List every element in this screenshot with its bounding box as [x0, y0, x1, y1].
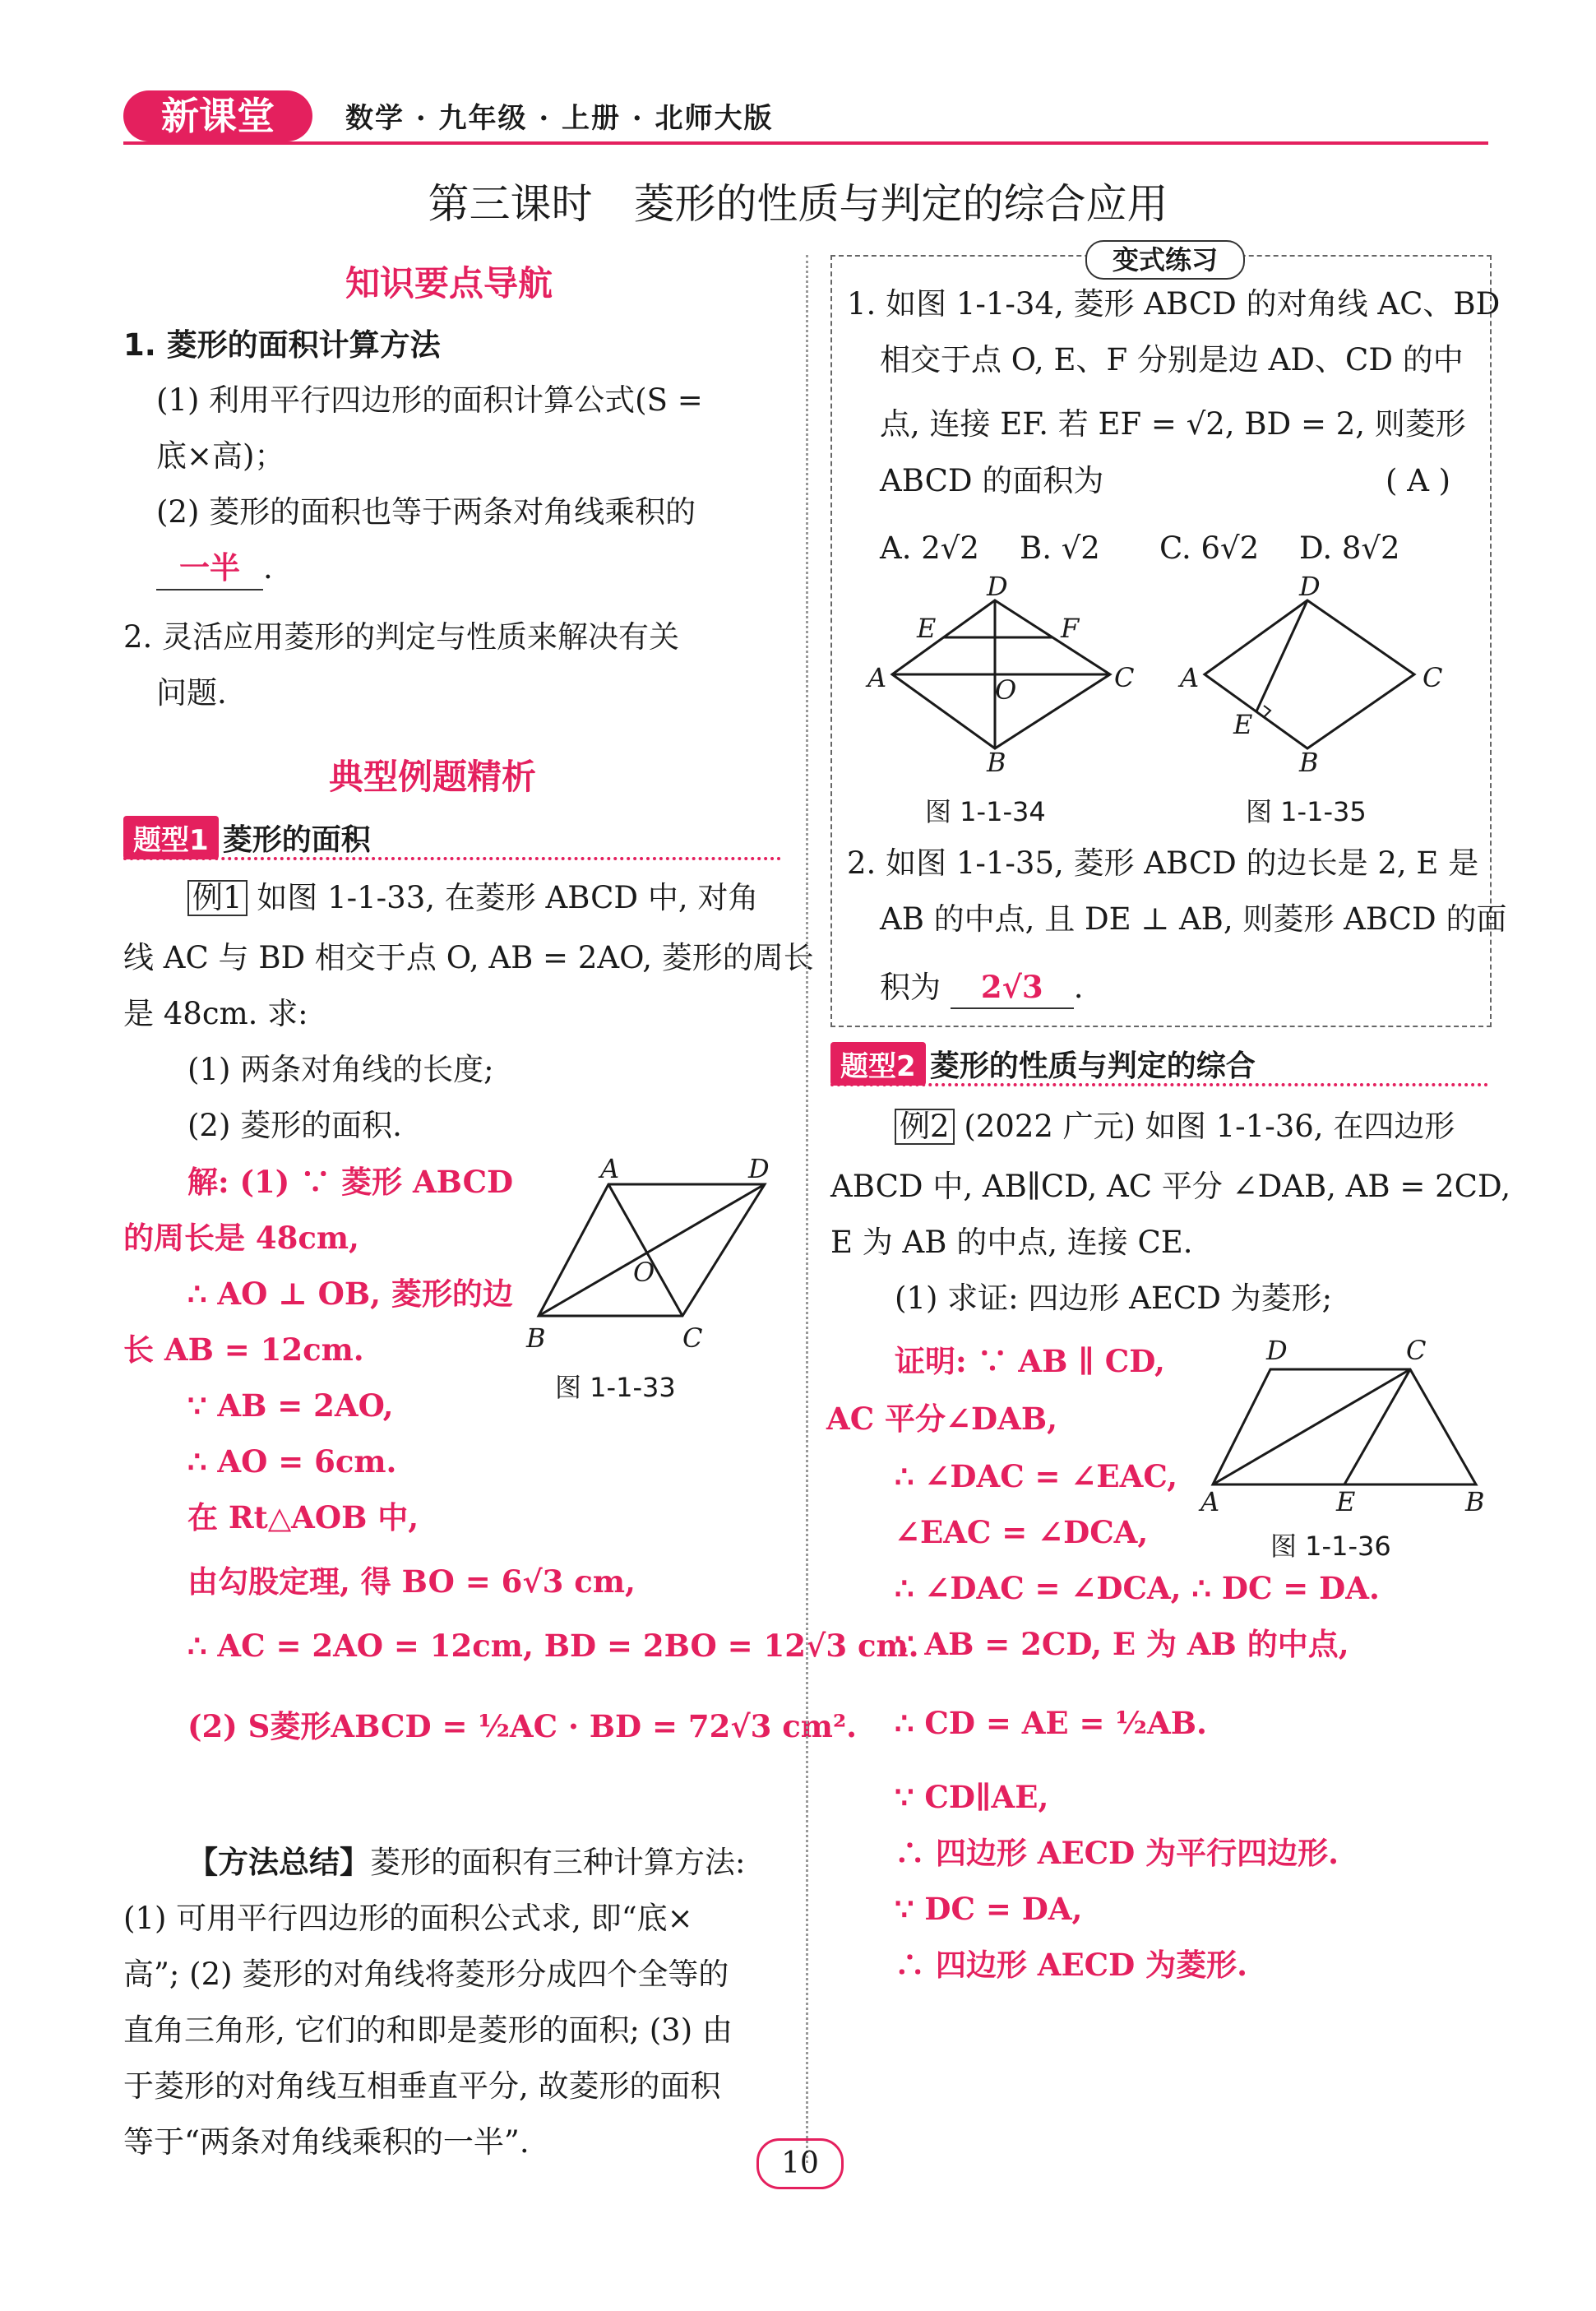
- summary-3: 高”; (2) 菱形的对角线将菱形分成四个全等的: [123, 1957, 729, 1992]
- answer-blank-half: 一半: [156, 548, 263, 590]
- ex2-p8: ∵ CD∥AE,: [895, 1779, 1049, 1815]
- label-e-35: E: [1233, 709, 1253, 740]
- right-angle-mark-35: [1264, 706, 1270, 716]
- label-d-35: D: [1299, 571, 1321, 602]
- trapezoid-36: [1213, 1369, 1476, 1484]
- type1-label: 菱形的面积: [222, 823, 371, 857]
- ex1-s6: ∴ AO = 6cm.: [187, 1443, 397, 1480]
- type2-underline: [830, 1080, 1488, 1086]
- ex2-p7: ∴ CD = AE = ½AB.: [895, 1705, 1207, 1741]
- option-d: D. 8√2: [1299, 530, 1400, 566]
- exercise-q2-1: 2. 如图 1-1-35, 菱形 ABCD 的边长是 2, E 是: [847, 845, 1479, 881]
- label-d-33: D: [748, 1153, 770, 1184]
- exercise-q1-1: 1. 如图 1-1-34, 菱形 ABCD 的对角线 AC、BD: [847, 286, 1501, 322]
- exercise-q1-answer: ( A ): [1386, 463, 1451, 498]
- ex1-s1: 解: (1) ∵ 菱形 ABCD: [187, 1164, 514, 1200]
- label-a-33: A: [600, 1153, 620, 1184]
- label-a-34: A: [867, 662, 887, 693]
- knowledge-p1-title: 1. 菱形的面积计算方法: [123, 327, 441, 363]
- label-d-34: D: [987, 571, 1008, 602]
- ex2-p9: ∴ 四边形 AECD 为平行四边形.: [895, 1835, 1339, 1871]
- knowledge-p1-a1: (1) 利用平行四边形的面积计算公式(S =: [156, 382, 703, 418]
- exercise-q1-2: 相交于点 O, E、F 分别是边 AD、CD 的中: [880, 342, 1464, 377]
- summary-2: (1) 可用平行四边形的面积公式求, 即“底×: [123, 1901, 693, 1936]
- knowledge-heading: 知识要点导航: [345, 263, 553, 303]
- ex2-p6: ∵ AB = 2CD, E 为 AB 的中点,: [895, 1626, 1349, 1662]
- knowledge-p2-2: 问题.: [156, 675, 227, 711]
- type1-tag: 题型1: [123, 816, 219, 859]
- ex1-q2: 线 AC 与 BD 相交于点 O, AB = 2AO, 菱形的周长: [123, 940, 814, 975]
- series-logo: 新课堂: [123, 90, 312, 141]
- ex1-s2: 的周长是 48cm,: [123, 1220, 359, 1256]
- exercise-q2-prefix: 积为: [880, 970, 941, 1005]
- label-b-34: B: [987, 747, 1006, 778]
- figure-caption-36: 图 1-1-36: [1270, 1531, 1391, 1562]
- summary-tag: 【方法总结】: [187, 1845, 370, 1880]
- label-c-34: C: [1114, 662, 1135, 693]
- ex1-line1: [187, 878, 758, 919]
- type1-underline: [123, 854, 781, 860]
- exercise-q2-3: [880, 966, 1084, 1009]
- knowledge-p1-b1: (2) 菱形的面积也等于两条对角线乘积的: [156, 494, 696, 530]
- ex1-q3: 是 48cm. 求:: [123, 996, 308, 1031]
- header-rule: [123, 141, 1488, 145]
- summary-5: 于菱形的对角线互相垂直平分, 故菱形的面积: [123, 2068, 721, 2104]
- figure-1-1-33: [518, 1153, 770, 1398]
- ex2-p11: ∴ 四边形 AECD 为菱形.: [895, 1947, 1247, 1983]
- period: .: [263, 550, 273, 586]
- label-b-36: B: [1465, 1486, 1485, 1517]
- period-2: .: [1073, 970, 1084, 1005]
- ex1-s7: 在 Rt△AOB 中,: [187, 1499, 419, 1535]
- ex1-s5: ∵ AB = 2AO,: [187, 1387, 394, 1424]
- ex2-q4: (1) 求证: 四边形 AECD 为菱形;: [895, 1281, 1333, 1316]
- ex2-q3: E 为 AB 的中点, 连接 CE.: [830, 1225, 1193, 1260]
- ex2-p4: ∠EAC = ∠DCA,: [895, 1514, 1149, 1550]
- series-title: 数学 · 九年级 · 上册 · 北师大版: [345, 102, 774, 135]
- exercise-q1-4: ABCD 的面积为: [880, 463, 1104, 498]
- option-a: A. 2√2: [880, 530, 979, 566]
- knowledge-p1-b2: [156, 548, 273, 590]
- segment-ce-36: [1344, 1369, 1410, 1484]
- figure-caption-34: 图 1-1-34: [925, 796, 1046, 827]
- label-b-33: B: [526, 1322, 546, 1354]
- label-c-33: C: [682, 1322, 703, 1354]
- ex1-s10: (2) S菱形ABCD = ½AC · BD = 72√3 cm².: [187, 1708, 858, 1744]
- column-separator: [806, 255, 808, 2163]
- ex2-p1: 证明: ∵ AB ∥ CD,: [895, 1343, 1165, 1379]
- figure-1-1-34: [863, 571, 1135, 778]
- knowledge-p1-a2: 底×高)；: [156, 438, 285, 474]
- exercise-tag: 变式练习: [1085, 240, 1245, 280]
- ex2-line1: [895, 1106, 1455, 1147]
- ex2-p2: AC 平分∠DAB,: [826, 1401, 1057, 1437]
- segment-de-35: [1256, 600, 1307, 711]
- label-c-35: C: [1423, 662, 1443, 693]
- label-o-33: O: [633, 1257, 655, 1288]
- type2-label: 菱形的性质与判定的综合: [929, 1049, 1256, 1083]
- page-number: 10: [756, 2138, 844, 2189]
- exercise-q1-3: 点, 连接 EF. 若 EF = √2, BD = 2, 则菱形: [880, 406, 1466, 442]
- label-o-34: O: [995, 674, 1017, 706]
- label-a-35: A: [1180, 662, 1200, 693]
- label-e-34: E: [917, 613, 937, 644]
- answer-blank-area: 2√3: [951, 966, 1074, 1009]
- label-d-36: D: [1266, 1335, 1288, 1366]
- ex2-q2: ABCD 中, AB∥CD, AC 平分 ∠DAB, AB = 2CD,: [830, 1169, 1511, 1204]
- ex1-q5: (2) 菱形的面积.: [187, 1108, 402, 1143]
- summary-1: 菱形的面积有三种计算方法:: [370, 1845, 746, 1880]
- ex1-s9: ∴ AC = 2AO = 12cm, BD = 2BO = 12√3 cm.: [187, 1628, 919, 1664]
- figure-caption-33: 图 1-1-33: [555, 1372, 676, 1403]
- label-e-36: E: [1336, 1486, 1356, 1517]
- summary-4: 直角三角形, 它们的和即是菱形的面积; (3) 由: [123, 2012, 733, 2048]
- label-b-35: B: [1299, 747, 1319, 778]
- ex1-s4: 长 AB = 12cm.: [123, 1331, 364, 1368]
- ex1-q1: 如图 1-1-33, 在菱形 ABCD 中, 对角: [257, 880, 759, 915]
- label-a-36: A: [1200, 1486, 1220, 1517]
- summary-line1: [187, 1842, 745, 1883]
- ex2-p10: ∵ DC = DA,: [895, 1891, 1083, 1927]
- ex2-tag: 例2: [895, 1109, 955, 1145]
- exercise-q2-2: AB 的中点, 且 DE ⊥ AB, 则菱形 ABCD 的面: [880, 901, 1507, 937]
- summary-6: 等于“两条对角线乘积的一半”.: [123, 2124, 530, 2160]
- figure-caption-35: 图 1-1-35: [1246, 796, 1367, 827]
- ex1-s3: ∴ AO ⊥ OB, 菱形的边: [187, 1276, 513, 1312]
- ex1-tag: 例1: [187, 880, 247, 916]
- ex1-s8: 由勾股定理, 得 BO = 6√3 cm,: [187, 1563, 636, 1600]
- diagonal-ac-33: [608, 1184, 682, 1316]
- label-f-34: F: [1061, 613, 1080, 644]
- ex2-q1: (2022 广元) 如图 1-1-36, 在四边形: [964, 1109, 1455, 1144]
- ex2-p5: ∴ ∠DAC = ∠DCA, ∴ DC = DA.: [895, 1570, 1380, 1606]
- type2-tag: 题型2: [830, 1042, 926, 1086]
- examples-heading: 典型例题精析: [329, 757, 537, 797]
- label-c-36: C: [1406, 1335, 1427, 1366]
- ex1-q4: (1) 两条对角线的长度;: [187, 1052, 494, 1087]
- figure-1-1-36: [1192, 1335, 1488, 1517]
- page-title: 第三课时 菱形的性质与判定的综合应用: [428, 180, 1168, 228]
- knowledge-p2-1: 2. 灵活应用菱形的判定与性质来解决有关: [123, 619, 680, 655]
- ex2-p3: ∴ ∠DAC = ∠EAC,: [895, 1458, 1178, 1494]
- option-c: C. 6√2: [1159, 530, 1260, 566]
- option-b: B. √2: [1020, 530, 1100, 566]
- figure-1-1-35: [1176, 571, 1455, 778]
